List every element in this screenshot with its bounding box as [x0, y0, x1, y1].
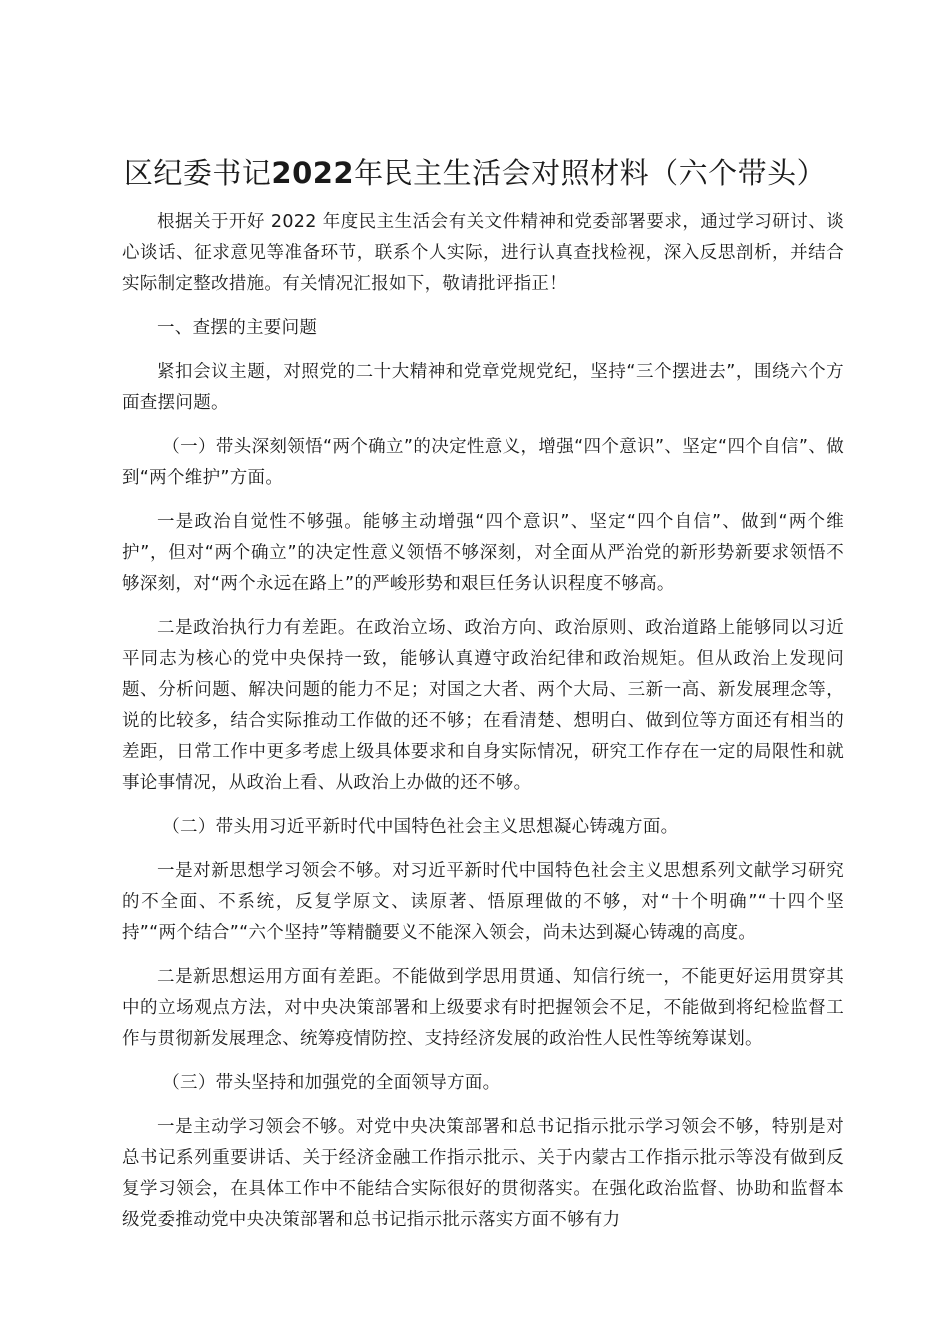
- title-year: 2022: [271, 156, 355, 190]
- subsection-heading-3: （三）带头坚持和加强党的全面领导方面。: [162, 1073, 501, 1093]
- subsection-heading-1: （一）带头深刻领悟“两个确立”的决定性意义，增强“四个意识”、坚定“四个自信”、做到“两个维护”方面。: [122, 437, 844, 488]
- paragraph-intro: 根据关于开好 2022 年度民主生活会有关文件精神和党委部署要求，通过学习研讨、谈心谈话、征求意见等准备环节，联系个人实际，进行认真查找检视，深入反思剖析，并结合实际制定整改措施。有关情况汇报如下，敬请批评指正！: [122, 212, 844, 294]
- title-prefix: 区纪委书记: [123, 156, 272, 190]
- subsection-heading-2: （二）带头用习近平新时代中国特色社会主义思想凝心铸魂方面。: [162, 817, 679, 837]
- paragraph-2-1: 一是对新思想学习领会不够。对习近平新时代中国特色社会主义思想系列文献学习研究的不全面、不系统，反复学原文、读原著、悟原理做的不够，对“十个明确”“十四个坚持”“两个结合”“六个坚持”等精髓要义不能深入领会，尚未达到凝心铸魂的高度。: [122, 861, 844, 943]
- section-heading-1: 一、查摆的主要问题: [157, 318, 318, 338]
- paragraph-1-2: 二是政治执行力有差距。在政治立场、政治方向、政治原则、政治道路上能够同以习近平同志为核心的党中央保持一致，能够认真遵守政治纪律和政治规矩。但从政治上发现问题、分析问题、解决问题的能力不足；对国之大者、两个大局、三新一高、新发展理念等，说的比较多，结合实际推动工作做的还不够；在看清楚、想明白、做到位等方面还有相当的差距，日常工作中更多考虑上级具体要求和自身实际情况，研究工作存在一定的局限性和就事论事情况，从政治上看、从政治上办做的还不够。: [122, 618, 844, 793]
- paragraph-section-intro: 紧扣会议主题，对照党的二十大精神和党章党规党纪，坚持“三个摆进去”，围绕六个方面查摆问题。: [122, 362, 844, 413]
- document-title: [0, 150, 950, 196]
- document-body: [122, 207, 844, 1249]
- paragraph-1-1: 一是政治自觉性不够强。能够主动增强“四个意识”、坚定“四个自信”、做到“两个维护”，但对“两个确立”的决定性意义领悟不够深刻，对全面从严治党的新形势新要求领悟不够深刻，对“两个永远在路上”的严峻形势和艰巨任务认识程度不够高。: [122, 512, 844, 594]
- paragraph-2-2: 二是新思想运用方面有差距。不能做到学思用贯通、知信行统一，不能更好运用贯穿其中的立场观点方法，对中央决策部署和上级要求有时把握领会不足，不能做到将纪检监督工作与贯彻新发展理念、统筹疫情防控、支持经济发展的政治性人民性等统筹谋划。: [122, 967, 844, 1049]
- title-suffix: 年民主生活会对照材料（六个带头）: [354, 156, 827, 190]
- paragraph-3-1: 一是主动学习领会不够。对党中央决策部署和总书记指示批示学习领会不够，特别是对总书记系列重要讲话、关于经济金融工作指示批示、关于内蒙古工作指示批示等没有做到反复学习领会，在具体工作中不能结合实际很好的贯彻落实。在强化政治监督、协助和监督本级党委推动党中央决策部署和总书记指示批示落实方面不够有力: [122, 1117, 844, 1230]
